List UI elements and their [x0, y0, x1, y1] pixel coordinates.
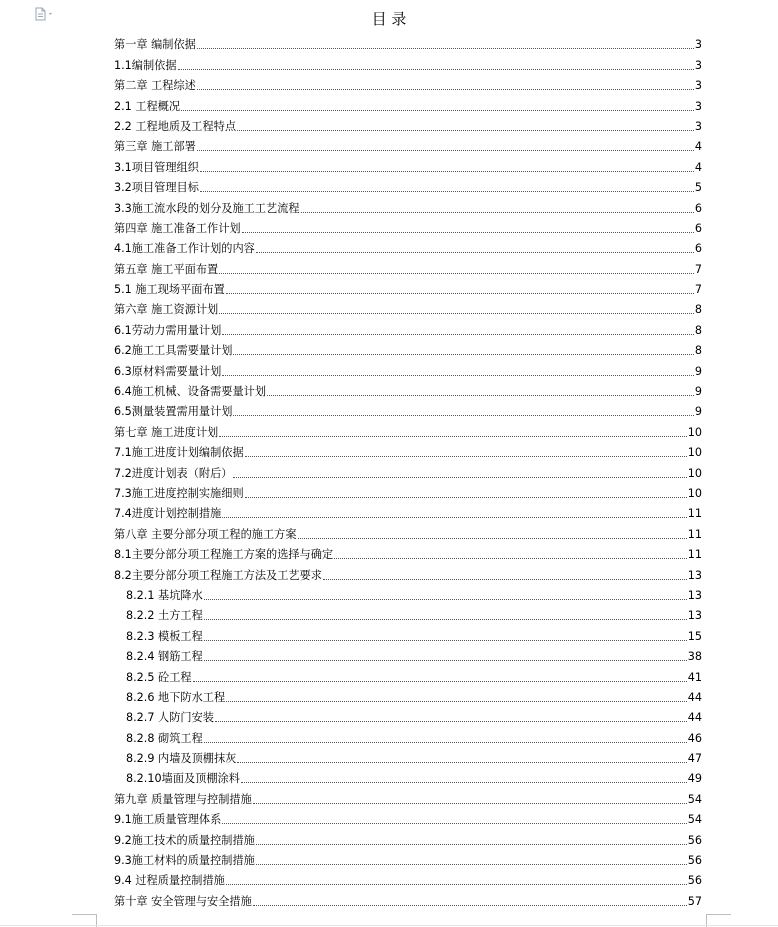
toc-leader-dots [222, 823, 686, 824]
toc-entry[interactable] [114, 705, 702, 725]
toc-leader-dots [226, 701, 687, 702]
toc-entry-title: 3.1项目管理组织 [114, 160, 199, 174]
toc-page-number: 11 [687, 548, 702, 562]
toc-page-number: 49 [687, 772, 702, 786]
toc-leader-dots [241, 782, 687, 783]
toc-page-number: 5 [694, 181, 702, 195]
toc-page-number: 56 [687, 833, 702, 847]
toc-entry-title: 3.3施工流水段的划分及施工工艺流程 [114, 201, 300, 215]
table-of-contents [114, 32, 702, 909]
toc-leader-dots [256, 864, 687, 865]
toc-entry-title: 8.2.2 土方工程 [126, 609, 203, 623]
toc-leader-dots [237, 762, 686, 763]
toc-leader-dots [219, 313, 694, 314]
toc-entry[interactable] [114, 399, 702, 419]
toc-entry[interactable] [114, 481, 702, 501]
toc-entry[interactable] [114, 644, 702, 664]
toc-page-number: 10 [687, 425, 702, 439]
toc-entry[interactable] [114, 114, 702, 134]
toc-entry[interactable] [114, 583, 702, 603]
toc-entry-title: 6.1劳动力需用量计划 [114, 323, 222, 337]
toc-entry[interactable] [114, 888, 702, 908]
toc-entry-title: 9.1施工质量管理体系 [114, 813, 222, 827]
toc-page-number: 9 [694, 405, 702, 419]
toc-leader-dots [204, 640, 687, 641]
toc-page-number: 8 [694, 323, 702, 337]
toc-entry-title: 9.2施工技术的质量控制措施 [114, 833, 255, 847]
page-title: 目 录 [371, 10, 407, 28]
toc-entry[interactable] [114, 603, 702, 623]
toc-entry[interactable] [114, 664, 702, 684]
toc-entry[interactable] [114, 52, 702, 72]
toc-page-number: 3 [694, 79, 702, 93]
toc-entry[interactable] [114, 848, 702, 868]
toc-page-number: 13 [687, 609, 702, 623]
toc-page-number: 10 [687, 446, 702, 460]
toc-entry[interactable] [114, 685, 702, 705]
toc-page-number: 6 [694, 201, 702, 215]
toc-leader-dots [204, 660, 687, 661]
toc-page-number: 9 [694, 364, 702, 378]
toc-leader-dots [253, 803, 687, 804]
toc-entry[interactable] [114, 460, 702, 480]
toc-entry-title: 第七章 施工进度计划 [114, 425, 219, 439]
toc-leader-dots [200, 191, 694, 192]
toc-entry[interactable] [114, 358, 702, 378]
toc-page-number: 38 [687, 650, 702, 664]
toc-leader-dots [256, 252, 694, 253]
toc-entry[interactable] [114, 297, 702, 317]
toc-leader-dots [197, 89, 694, 90]
toc-entry[interactable] [114, 32, 702, 52]
toc-entry-title: 第五章 施工平面布置 [114, 262, 219, 276]
toc-entry-title: 8.1主要分部分项工程施工方案的选择与确定 [114, 548, 334, 562]
toc-leader-dots [215, 721, 687, 722]
toc-entry[interactable] [114, 419, 702, 439]
toc-leader-dots [323, 579, 687, 580]
toc-page-number: 3 [694, 38, 702, 52]
toc-page-number: 4 [694, 160, 702, 174]
toc-leader-dots [200, 171, 694, 172]
toc-page-number: 3 [694, 99, 702, 113]
toc-page-number: 6 [694, 242, 702, 256]
toc-entry-title: 6.5测量装置需用量计划 [114, 405, 233, 419]
toc-entry-title: 7.3施工进度控制实施细则 [114, 486, 244, 500]
toc-page-number: 57 [687, 894, 702, 908]
toc-entry-title: 第一章 编制依据 [114, 38, 196, 52]
toc-entry[interactable] [114, 256, 702, 276]
toc-leader-dots [253, 905, 687, 906]
toc-page-number: 9 [694, 385, 702, 399]
toc-entry[interactable] [114, 379, 702, 399]
toc-page-number: 41 [687, 670, 702, 684]
toc-entry-title: 8.2主要分部分项工程施工方法及工艺要求 [114, 568, 322, 582]
toc-page-number: 10 [687, 486, 702, 500]
toc-entry[interactable] [114, 542, 702, 562]
toc-leader-dots [222, 517, 686, 518]
toc-entry-title: 7.4进度计划控制措施 [114, 507, 222, 521]
toc-entry-title: 8.2.4 钢筋工程 [126, 650, 203, 664]
toc-entry-title: 8.2.10墙面及顶棚涂料 [126, 772, 240, 786]
toc-leader-dots [334, 558, 687, 559]
toc-entry[interactable] [114, 338, 702, 358]
toc-entry[interactable] [114, 73, 702, 93]
toc-leader-dots [242, 232, 694, 233]
toc-leader-dots [222, 334, 694, 335]
toc-entry-title: 8.2.5 砼工程 [126, 670, 192, 684]
toc-entry-title: 6.4施工机械、设备需要量计划 [114, 385, 267, 399]
toc-page-number: 7 [694, 283, 702, 297]
toc-leader-dots [204, 742, 687, 743]
toc-leader-dots [233, 354, 693, 355]
toc-page-number: 46 [687, 731, 702, 745]
toc-page-number: 56 [687, 854, 702, 868]
toc-page-number: 44 [687, 690, 702, 704]
toc-entry-title: 1.1编制依据 [114, 58, 177, 72]
toc-entry-title: 8.2.3 模板工程 [126, 629, 203, 643]
toc-entry[interactable] [114, 154, 702, 174]
toc-entry[interactable] [114, 521, 702, 541]
toc-entry[interactable] [114, 277, 702, 297]
toc-entry[interactable] [114, 725, 702, 745]
toc-leader-dots [219, 273, 694, 274]
toc-leader-dots [256, 844, 687, 845]
toc-leader-dots [226, 884, 687, 885]
toc-leader-dots [204, 619, 687, 620]
toc-page-number: 11 [687, 527, 702, 541]
toc-entry[interactable] [114, 746, 702, 766]
toc-leader-dots [197, 150, 694, 151]
toc-page-number: 7 [694, 262, 702, 276]
toc-leader-dots [219, 436, 687, 437]
toc-entry-title: 8.2.6 地下防水工程 [126, 690, 226, 704]
toc-page-number: 3 [694, 119, 702, 133]
toc-leader-dots [298, 538, 687, 539]
toc-page-number: 56 [687, 874, 702, 888]
toc-leader-dots [267, 395, 694, 396]
toc-leader-dots [222, 375, 694, 376]
toc-page-number: 15 [687, 629, 702, 643]
toc-leader-dots [181, 110, 694, 111]
toc-entry-title: 8.2.7 人防门安装 [126, 711, 214, 725]
toc-leader-dots [233, 477, 686, 478]
toc-page-number: 44 [687, 711, 702, 725]
toc-entry-title: 6.2施工工具需要量计划 [114, 344, 233, 358]
toc-page-number: 13 [687, 588, 702, 602]
toc-entry-title: 第十章 安全管理与安全措施 [114, 894, 252, 908]
toc-entry-title: 9.4 过程质量控制措施 [114, 874, 225, 888]
toc-page-number: 4 [694, 140, 702, 154]
toc-entry[interactable] [114, 175, 702, 195]
toc-entry[interactable] [114, 623, 702, 643]
toc-entry-title: 第三章 施工部署 [114, 140, 196, 154]
toc-entry[interactable] [114, 236, 702, 256]
toc-entry[interactable] [114, 827, 702, 847]
toc-page-number: 13 [687, 568, 702, 582]
toc-entry-title: 第二章 工程综述 [114, 79, 196, 93]
toc-entry-title: 6.3原材料需要量计划 [114, 364, 222, 378]
toc-page-number: 3 [694, 58, 702, 72]
toc-entry[interactable] [114, 317, 702, 337]
toc-leader-dots [245, 456, 687, 457]
toc-entry-title: 9.3施工材料的质量控制措施 [114, 854, 255, 868]
toc-entry-title: 第八章 主要分部分项工程的施工方案 [114, 527, 297, 541]
toc-page-number: 11 [687, 507, 702, 521]
toc-page-number: 47 [687, 752, 702, 766]
toc-page-number: 54 [687, 813, 702, 827]
toc-entry-title: 8.2.8 砌筑工程 [126, 731, 203, 745]
toc-entry-title: 第六章 施工资源计划 [114, 303, 219, 317]
toc-leader-dots [233, 415, 693, 416]
toc-entry-title: 第九章 质量管理与控制措施 [114, 792, 252, 806]
toc-entry[interactable] [114, 216, 702, 236]
toc-entry-title: 2.2 工程地质及工程特点 [114, 119, 237, 133]
toc-entry[interactable] [114, 134, 702, 154]
toc-entry[interactable] [114, 195, 702, 215]
toc-entry-title: 4.1施工准备工作计划的内容 [114, 242, 255, 256]
toc-entry[interactable] [114, 562, 702, 582]
toc-leader-dots [193, 681, 687, 682]
toc-entry[interactable] [114, 501, 702, 521]
toc-page-number: 8 [694, 303, 702, 317]
toc-entry-title: 8.2.9 内墙及顶棚抹灰 [126, 752, 237, 766]
toc-leader-dots [197, 48, 694, 49]
toc-page-number: 10 [687, 466, 702, 480]
toc-entry-title: 7.2进度计划表（附后） [114, 466, 233, 480]
toc-entry-title: 7.1施工进度计划编制依据 [114, 446, 244, 460]
toc-leader-dots [237, 130, 694, 131]
toc-entry[interactable] [114, 766, 702, 786]
toc-page-number: 6 [694, 221, 702, 235]
toc-entry[interactable] [114, 440, 702, 460]
toc-entry[interactable] [114, 807, 702, 827]
toc-page-number: 54 [687, 792, 702, 806]
toc-entry-title: 8.2.1 基坑降水 [126, 588, 203, 602]
toc-leader-dots [301, 212, 694, 213]
toc-entry[interactable] [114, 868, 702, 888]
toc-entry-title: 5.1 施工现场平面布置 [114, 283, 225, 297]
toc-entry-title: 第四章 施工准备工作计划 [114, 221, 241, 235]
toc-leader-dots [245, 497, 687, 498]
toc-entry-title: 2.1 工程概况 [114, 99, 181, 113]
toc-leader-dots [226, 293, 694, 294]
toc-leader-dots [204, 599, 687, 600]
toc-entry[interactable] [114, 786, 702, 806]
toc-entry-title: 3.2项目管理目标 [114, 181, 199, 195]
toc-page-number: 8 [694, 344, 702, 358]
toc-leader-dots [178, 69, 694, 70]
toc-entry[interactable] [114, 93, 702, 113]
